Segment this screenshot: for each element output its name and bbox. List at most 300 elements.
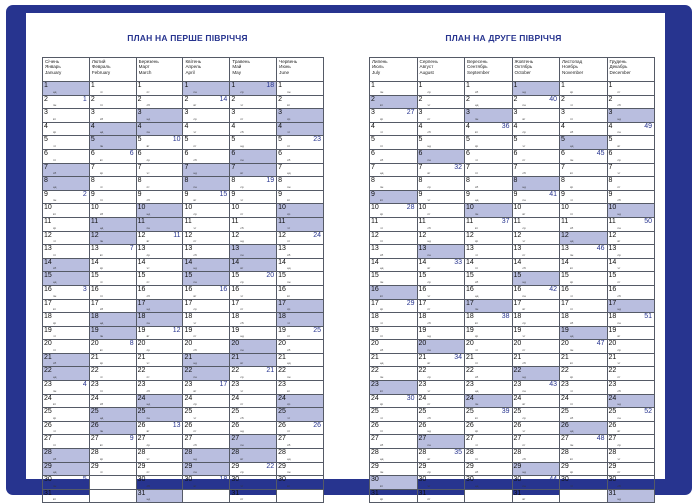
- day-cell[interactable]: [512, 231, 560, 245]
- day-cell[interactable]: [417, 381, 465, 395]
- day-cell[interactable]: [277, 95, 324, 109]
- day-cell[interactable]: [183, 408, 230, 422]
- day-cell[interactable]: [230, 82, 277, 96]
- day-cell[interactable]: [512, 190, 560, 204]
- day-cell[interactable]: [230, 177, 277, 191]
- day-cell[interactable]: [277, 353, 324, 367]
- day-cell[interactable]: [43, 435, 90, 449]
- day-cell[interactable]: [560, 163, 608, 177]
- day-cell[interactable]: [230, 381, 277, 395]
- day-cell[interactable]: [43, 231, 90, 245]
- day-cell[interactable]: [136, 489, 183, 503]
- day-cell[interactable]: [277, 272, 324, 286]
- day-cell[interactable]: [607, 367, 655, 381]
- day-cell[interactable]: [417, 462, 465, 476]
- day-cell[interactable]: [277, 258, 324, 272]
- day-cell[interactable]: [136, 340, 183, 354]
- day-cell[interactable]: [136, 163, 183, 177]
- day-cell[interactable]: [465, 177, 513, 191]
- day-cell[interactable]: [230, 394, 277, 408]
- day-cell[interactable]: [43, 217, 90, 231]
- day-cell[interactable]: [512, 449, 560, 463]
- day-cell[interactable]: [136, 272, 183, 286]
- day-cell[interactable]: [370, 299, 418, 313]
- day-cell[interactable]: [89, 340, 136, 354]
- day-cell[interactable]: [136, 326, 183, 340]
- day-cell[interactable]: [512, 435, 560, 449]
- day-cell[interactable]: [512, 313, 560, 327]
- day-cell[interactable]: [607, 245, 655, 259]
- day-cell[interactable]: [230, 258, 277, 272]
- day-cell[interactable]: [277, 313, 324, 327]
- day-cell[interactable]: [607, 272, 655, 286]
- day-cell[interactable]: [183, 149, 230, 163]
- day-cell[interactable]: [136, 82, 183, 96]
- day-cell[interactable]: [230, 313, 277, 327]
- day-cell[interactable]: [560, 367, 608, 381]
- day-cell[interactable]: [136, 136, 183, 150]
- day-cell[interactable]: [136, 449, 183, 463]
- day-cell[interactable]: [465, 408, 513, 422]
- day-cell[interactable]: [230, 109, 277, 123]
- day-cell[interactable]: [370, 272, 418, 286]
- day-cell[interactable]: [277, 231, 324, 245]
- day-cell[interactable]: [512, 421, 560, 435]
- day-cell[interactable]: [277, 122, 324, 136]
- day-cell[interactable]: [277, 109, 324, 123]
- day-cell[interactable]: [607, 204, 655, 218]
- day-cell[interactable]: [43, 449, 90, 463]
- day-cell[interactable]: [43, 149, 90, 163]
- day-cell[interactable]: [183, 435, 230, 449]
- day-cell[interactable]: [277, 326, 324, 340]
- day-cell[interactable]: [465, 149, 513, 163]
- day-cell[interactable]: [465, 82, 513, 96]
- day-cell[interactable]: [512, 122, 560, 136]
- day-cell[interactable]: [417, 340, 465, 354]
- day-cell[interactable]: [89, 435, 136, 449]
- day-cell[interactable]: [370, 217, 418, 231]
- day-cell[interactable]: [89, 408, 136, 422]
- day-cell[interactable]: [183, 163, 230, 177]
- day-cell[interactable]: [417, 190, 465, 204]
- day-cell[interactable]: [136, 435, 183, 449]
- day-cell[interactable]: [512, 95, 560, 109]
- day-cell[interactable]: [230, 340, 277, 354]
- day-cell[interactable]: [465, 299, 513, 313]
- day-cell[interactable]: [230, 299, 277, 313]
- day-cell[interactable]: [370, 476, 418, 490]
- day-cell[interactable]: [89, 136, 136, 150]
- day-cell[interactable]: [136, 190, 183, 204]
- day-cell[interactable]: [230, 326, 277, 340]
- day-cell[interactable]: [89, 82, 136, 96]
- day-cell[interactable]: [370, 177, 418, 191]
- day-cell[interactable]: [370, 190, 418, 204]
- day-cell[interactable]: [560, 272, 608, 286]
- day-cell[interactable]: [560, 149, 608, 163]
- day-cell[interactable]: [183, 381, 230, 395]
- day-cell[interactable]: [43, 381, 90, 395]
- day-cell[interactable]: [560, 285, 608, 299]
- day-cell[interactable]: [560, 449, 608, 463]
- day-cell[interactable]: [465, 163, 513, 177]
- day-cell[interactable]: [417, 367, 465, 381]
- day-cell[interactable]: [417, 313, 465, 327]
- day-cell[interactable]: [183, 95, 230, 109]
- day-cell[interactable]: [277, 462, 324, 476]
- day-cell[interactable]: [512, 163, 560, 177]
- day-cell[interactable]: [230, 204, 277, 218]
- day-cell[interactable]: [277, 299, 324, 313]
- day-cell[interactable]: [560, 190, 608, 204]
- day-cell[interactable]: [136, 462, 183, 476]
- day-cell[interactable]: [136, 217, 183, 231]
- day-cell[interactable]: [417, 272, 465, 286]
- day-cell[interactable]: [89, 177, 136, 191]
- day-cell[interactable]: [43, 122, 90, 136]
- day-cell[interactable]: [43, 326, 90, 340]
- day-cell[interactable]: [465, 435, 513, 449]
- day-cell[interactable]: [370, 326, 418, 340]
- day-cell[interactable]: [417, 109, 465, 123]
- day-cell[interactable]: [560, 394, 608, 408]
- day-cell[interactable]: [89, 449, 136, 463]
- day-cell[interactable]: [136, 394, 183, 408]
- day-cell[interactable]: [560, 231, 608, 245]
- day-cell[interactable]: [89, 95, 136, 109]
- day-cell[interactable]: [560, 217, 608, 231]
- day-cell[interactable]: [89, 462, 136, 476]
- day-cell[interactable]: [465, 190, 513, 204]
- day-cell[interactable]: [136, 258, 183, 272]
- day-cell[interactable]: [607, 394, 655, 408]
- day-cell[interactable]: [277, 449, 324, 463]
- day-cell[interactable]: [465, 340, 513, 354]
- day-cell[interactable]: [230, 136, 277, 150]
- day-cell[interactable]: [512, 136, 560, 150]
- day-cell[interactable]: [465, 122, 513, 136]
- day-cell[interactable]: [230, 149, 277, 163]
- day-cell[interactable]: [417, 149, 465, 163]
- day-cell[interactable]: [512, 381, 560, 395]
- day-cell[interactable]: [512, 340, 560, 354]
- day-cell[interactable]: [465, 136, 513, 150]
- day-cell[interactable]: [277, 285, 324, 299]
- day-cell[interactable]: [560, 326, 608, 340]
- day-cell[interactable]: [512, 462, 560, 476]
- day-cell[interactable]: [560, 476, 608, 490]
- day-cell[interactable]: [512, 204, 560, 218]
- day-cell[interactable]: [607, 95, 655, 109]
- day-cell[interactable]: [136, 177, 183, 191]
- day-cell[interactable]: [43, 353, 90, 367]
- day-cell[interactable]: [89, 109, 136, 123]
- day-cell[interactable]: [136, 204, 183, 218]
- day-cell[interactable]: [607, 163, 655, 177]
- day-cell[interactable]: [370, 394, 418, 408]
- day-cell[interactable]: [277, 435, 324, 449]
- day-cell[interactable]: [607, 476, 655, 490]
- day-cell[interactable]: [89, 381, 136, 395]
- day-cell[interactable]: [43, 109, 90, 123]
- day-cell[interactable]: [560, 258, 608, 272]
- day-cell[interactable]: [230, 476, 277, 490]
- day-cell[interactable]: [370, 340, 418, 354]
- day-cell[interactable]: [277, 163, 324, 177]
- day-cell[interactable]: [136, 408, 183, 422]
- day-cell[interactable]: [230, 367, 277, 381]
- day-cell[interactable]: [417, 177, 465, 191]
- day-cell[interactable]: [465, 326, 513, 340]
- day-cell[interactable]: [417, 163, 465, 177]
- day-cell[interactable]: [277, 204, 324, 218]
- day-cell[interactable]: [89, 313, 136, 327]
- day-cell[interactable]: [417, 421, 465, 435]
- day-cell[interactable]: [277, 381, 324, 395]
- day-cell[interactable]: [607, 421, 655, 435]
- day-cell[interactable]: [370, 149, 418, 163]
- day-cell[interactable]: [370, 449, 418, 463]
- day-cell[interactable]: [607, 353, 655, 367]
- day-cell[interactable]: [183, 136, 230, 150]
- day-cell[interactable]: [183, 109, 230, 123]
- day-cell[interactable]: [136, 109, 183, 123]
- day-cell[interactable]: [183, 177, 230, 191]
- day-cell[interactable]: [560, 136, 608, 150]
- day-cell[interactable]: [277, 408, 324, 422]
- day-cell[interactable]: [230, 489, 277, 503]
- day-cell[interactable]: [370, 245, 418, 259]
- day-cell[interactable]: [370, 367, 418, 381]
- day-cell[interactable]: [512, 489, 560, 503]
- day-cell[interactable]: [512, 408, 560, 422]
- day-cell[interactable]: [277, 340, 324, 354]
- day-cell[interactable]: [417, 245, 465, 259]
- day-cell[interactable]: [607, 231, 655, 245]
- day-cell[interactable]: [43, 421, 90, 435]
- day-cell[interactable]: [560, 299, 608, 313]
- day-cell[interactable]: [230, 190, 277, 204]
- day-cell[interactable]: [465, 367, 513, 381]
- day-cell[interactable]: [89, 258, 136, 272]
- day-cell[interactable]: [89, 217, 136, 231]
- day-cell[interactable]: [43, 177, 90, 191]
- day-cell[interactable]: [89, 421, 136, 435]
- day-cell[interactable]: [607, 136, 655, 150]
- day-cell[interactable]: [607, 449, 655, 463]
- day-cell[interactable]: [136, 95, 183, 109]
- day-cell[interactable]: [607, 489, 655, 503]
- day-cell[interactable]: [607, 462, 655, 476]
- day-cell[interactable]: [136, 122, 183, 136]
- day-cell[interactable]: [417, 258, 465, 272]
- day-cell[interactable]: [465, 353, 513, 367]
- day-cell[interactable]: [230, 449, 277, 463]
- day-cell[interactable]: [560, 245, 608, 259]
- day-cell[interactable]: [43, 163, 90, 177]
- day-cell[interactable]: [465, 217, 513, 231]
- day-cell[interactable]: [465, 421, 513, 435]
- day-cell[interactable]: [512, 109, 560, 123]
- day-cell[interactable]: [89, 190, 136, 204]
- day-cell[interactable]: [560, 340, 608, 354]
- day-cell[interactable]: [370, 408, 418, 422]
- day-cell[interactable]: [136, 381, 183, 395]
- day-cell[interactable]: [43, 285, 90, 299]
- day-cell[interactable]: [183, 190, 230, 204]
- day-cell[interactable]: [183, 353, 230, 367]
- day-cell[interactable]: [89, 245, 136, 259]
- day-cell[interactable]: [560, 313, 608, 327]
- day-cell[interactable]: [607, 381, 655, 395]
- day-cell[interactable]: [417, 122, 465, 136]
- day-cell[interactable]: [183, 367, 230, 381]
- day-cell[interactable]: [607, 285, 655, 299]
- day-cell[interactable]: [607, 217, 655, 231]
- day-cell[interactable]: [136, 231, 183, 245]
- day-cell[interactable]: [43, 82, 90, 96]
- day-cell[interactable]: [43, 258, 90, 272]
- day-cell[interactable]: [417, 82, 465, 96]
- day-cell[interactable]: [465, 449, 513, 463]
- day-cell[interactable]: [512, 299, 560, 313]
- day-cell[interactable]: [417, 285, 465, 299]
- day-cell[interactable]: [183, 231, 230, 245]
- day-cell[interactable]: [277, 190, 324, 204]
- day-cell[interactable]: [277, 245, 324, 259]
- day-cell[interactable]: [370, 204, 418, 218]
- day-cell[interactable]: [560, 122, 608, 136]
- day-cell[interactable]: [465, 231, 513, 245]
- day-cell[interactable]: [607, 340, 655, 354]
- day-cell[interactable]: [183, 285, 230, 299]
- day-cell[interactable]: [512, 476, 560, 490]
- day-cell[interactable]: [43, 394, 90, 408]
- day-cell[interactable]: [370, 313, 418, 327]
- day-cell[interactable]: [560, 82, 608, 96]
- day-cell[interactable]: [417, 476, 465, 490]
- day-cell[interactable]: [230, 122, 277, 136]
- day-cell[interactable]: [230, 462, 277, 476]
- day-cell[interactable]: [230, 231, 277, 245]
- day-cell[interactable]: [370, 82, 418, 96]
- day-cell[interactable]: [607, 326, 655, 340]
- day-cell[interactable]: [43, 272, 90, 286]
- day-cell[interactable]: [465, 204, 513, 218]
- day-cell[interactable]: [417, 217, 465, 231]
- day-cell[interactable]: [465, 272, 513, 286]
- day-cell[interactable]: [607, 122, 655, 136]
- day-cell[interactable]: [43, 95, 90, 109]
- day-cell[interactable]: [136, 313, 183, 327]
- day-cell[interactable]: [465, 285, 513, 299]
- day-cell[interactable]: [370, 95, 418, 109]
- day-cell[interactable]: [417, 326, 465, 340]
- day-cell[interactable]: [136, 299, 183, 313]
- day-cell[interactable]: [560, 204, 608, 218]
- day-cell[interactable]: [277, 421, 324, 435]
- day-cell[interactable]: [370, 435, 418, 449]
- day-cell[interactable]: [465, 394, 513, 408]
- day-cell[interactable]: [89, 122, 136, 136]
- day-cell[interactable]: [43, 408, 90, 422]
- day-cell[interactable]: [512, 353, 560, 367]
- day-cell[interactable]: [183, 394, 230, 408]
- day-cell[interactable]: [512, 394, 560, 408]
- day-cell[interactable]: [465, 381, 513, 395]
- day-cell[interactable]: [183, 217, 230, 231]
- day-cell[interactable]: [417, 353, 465, 367]
- day-cell[interactable]: [230, 435, 277, 449]
- day-cell[interactable]: [43, 299, 90, 313]
- day-cell[interactable]: [43, 204, 90, 218]
- day-cell[interactable]: [607, 313, 655, 327]
- day-cell[interactable]: [43, 367, 90, 381]
- day-cell[interactable]: [230, 272, 277, 286]
- day-cell[interactable]: [230, 163, 277, 177]
- day-cell[interactable]: [370, 136, 418, 150]
- day-cell[interactable]: [183, 476, 230, 490]
- day-cell[interactable]: [607, 82, 655, 96]
- day-cell[interactable]: [136, 367, 183, 381]
- day-cell[interactable]: [417, 489, 465, 503]
- day-cell[interactable]: [370, 258, 418, 272]
- day-cell[interactable]: [43, 313, 90, 327]
- day-cell[interactable]: [417, 204, 465, 218]
- day-cell[interactable]: [512, 217, 560, 231]
- day-cell[interactable]: [89, 367, 136, 381]
- day-cell[interactable]: [89, 231, 136, 245]
- day-cell[interactable]: [512, 367, 560, 381]
- day-cell[interactable]: [183, 462, 230, 476]
- day-cell[interactable]: [89, 299, 136, 313]
- day-cell[interactable]: [136, 353, 183, 367]
- day-cell[interactable]: [417, 394, 465, 408]
- day-cell[interactable]: [230, 217, 277, 231]
- day-cell[interactable]: [512, 177, 560, 191]
- day-cell[interactable]: [465, 476, 513, 490]
- day-cell[interactable]: [89, 163, 136, 177]
- day-cell[interactable]: [560, 353, 608, 367]
- day-cell[interactable]: [417, 231, 465, 245]
- day-cell[interactable]: [183, 340, 230, 354]
- day-cell[interactable]: [183, 82, 230, 96]
- day-cell[interactable]: [277, 136, 324, 150]
- day-cell[interactable]: [183, 122, 230, 136]
- day-cell[interactable]: [277, 217, 324, 231]
- day-cell[interactable]: [417, 408, 465, 422]
- day-cell[interactable]: [43, 340, 90, 354]
- day-cell[interactable]: [277, 82, 324, 96]
- day-cell[interactable]: [512, 272, 560, 286]
- day-cell[interactable]: [370, 285, 418, 299]
- day-cell[interactable]: [560, 421, 608, 435]
- day-cell[interactable]: [512, 149, 560, 163]
- day-cell[interactable]: [136, 476, 183, 490]
- day-cell[interactable]: [465, 258, 513, 272]
- day-cell[interactable]: [370, 489, 418, 503]
- day-cell[interactable]: [183, 313, 230, 327]
- day-cell[interactable]: [43, 476, 90, 490]
- day-cell[interactable]: [465, 109, 513, 123]
- day-cell[interactable]: [89, 204, 136, 218]
- day-cell[interactable]: [370, 109, 418, 123]
- day-cell[interactable]: [512, 258, 560, 272]
- day-cell[interactable]: [136, 285, 183, 299]
- day-cell[interactable]: [512, 82, 560, 96]
- day-cell[interactable]: [417, 299, 465, 313]
